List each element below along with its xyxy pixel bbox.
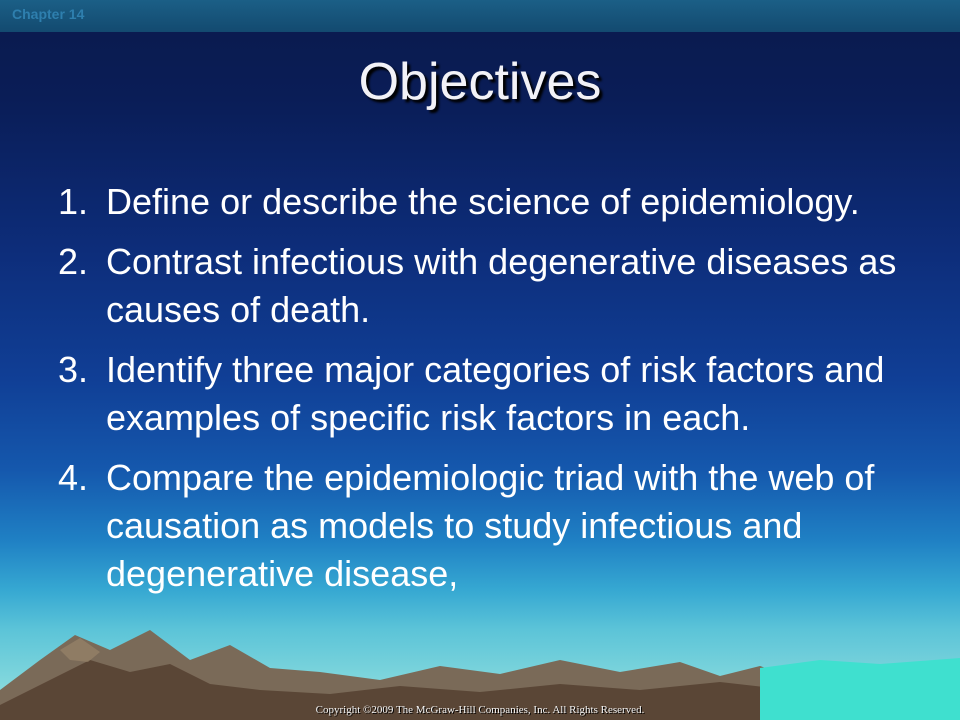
objectives-list [58, 178, 938, 610]
objective-item [58, 238, 938, 334]
objective-text: Identify three major categories of risk factors and examples of specific risk factors in each. [106, 349, 885, 438]
objective-text: Compare the epidemiologic triad with the web of causation as models to study infectious and degenerative disease, [106, 457, 875, 594]
objective-item [58, 178, 938, 226]
objective-number: 1. [58, 181, 89, 222]
objective-number: 2. [58, 241, 89, 282]
objective-number: 4. [58, 457, 89, 498]
copyright-footer: Copyright ©2009 The McGraw-Hill Companies, Inc. All Rights Reserved. [315, 704, 645, 716]
objective-item [58, 454, 938, 598]
objective-number: 3. [58, 349, 89, 390]
objective-text: Contrast infectious with degenerative diseases as causes of death. [106, 241, 897, 330]
slide-title: Objectives [358, 53, 602, 111]
chapter-label: Chapter 14 [12, 6, 85, 22]
objective-item [58, 346, 938, 442]
objective-text: Define or describe the science of epidemiology. [106, 181, 860, 222]
